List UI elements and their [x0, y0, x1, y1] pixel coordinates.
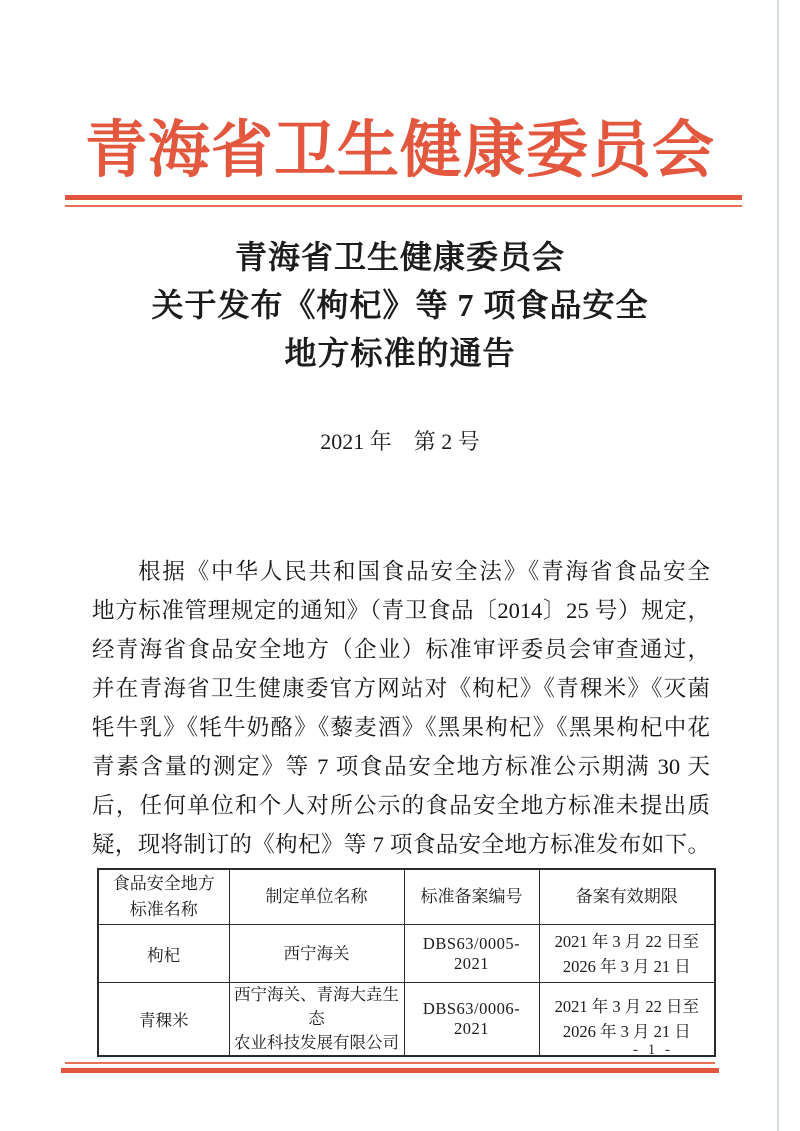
cell-standard-name: 青稞米 [98, 983, 229, 1057]
body-line: 疑，现将制订的《枸杞》等 7 项食品安全地方标准发布如下。 [92, 832, 710, 857]
table-header-row [98, 869, 715, 925]
body-line: 后，任何单位和个人对所公示的食品安全地方标准未提出质 [92, 793, 710, 818]
cell-standard-name: 枸杞 [98, 925, 229, 983]
footer-rule-thin [65, 1062, 715, 1064]
body-line: 青素含量的测定》等 7 项食品安全地方标准公示期满 30 天 [92, 754, 710, 779]
body-line: 根据《中华人民共和国食品安全法》《青海省食品安全 [138, 559, 710, 584]
letterhead-rule-thin [65, 205, 742, 207]
body-line: 牦牛乳》《牦牛奶酪》《藜麦酒》《黑果枸杞》《黑果枸杞中花 [92, 715, 710, 740]
cell-validity-line1: 2021 年 3 月 22 日至 [554, 931, 699, 951]
letterhead-title: 青海省卫生健康委员会 [84, 117, 715, 185]
body-line: 地方标准管理规定的通知》（青卫食品〔2014〕25 号）规定， [92, 598, 710, 623]
body-paragraph [92, 552, 710, 864]
issue-number: 2021 年 第 2 号 [320, 429, 480, 454]
cell-validity-line1: 2021 年 3 月 22 日至 [554, 997, 699, 1016]
letterhead-rule-thick [65, 195, 742, 200]
document-title [0, 233, 800, 377]
cell-record-number: DBS63/0006-2021 [404, 983, 539, 1057]
body-line: 经青海省食品安全地方（企业）标准审评委员会审查通过， [92, 637, 710, 662]
document-title-line-3: 地方标准的通告 [284, 335, 516, 371]
cell-drafting-org [229, 925, 404, 983]
table-header-standard-name-line2: 标准名称 [129, 900, 198, 919]
cell-validity-line2: 2026 年 3 月 21 日 [562, 956, 691, 976]
table-header-standard-name [98, 869, 229, 925]
table-header-validity-period: 备案有效期限 [539, 869, 715, 925]
table-header-standard-name-line1: 食品安全地方 [112, 874, 215, 893]
page-number: - 1 - [633, 1042, 673, 1058]
cell-drafting-org-line1: 西宁海关、青海大垚生态 [234, 985, 399, 1028]
cell-drafting-org [229, 983, 404, 1057]
table-header-record-number: 标准备案编号 [404, 869, 539, 925]
document-title-line-1: 青海省卫生健康委员会 [234, 239, 565, 275]
table-row [98, 925, 715, 983]
cell-drafting-org-line2: 农业科技发展有限公司 [234, 1033, 399, 1052]
cell-validity-period [539, 925, 715, 983]
body-line: 并在青海省卫生健康委官方网站对《枸杞》《青稞米》《灭菌 [92, 676, 710, 701]
footer-rule-thick [61, 1068, 719, 1073]
cell-validity-line2: 2026 年 3 月 21 日 [562, 1022, 691, 1041]
cell-record-number: DBS63/0005-2021 [404, 925, 539, 983]
cell-drafting-org-line1: 西宁海关 [283, 943, 350, 963]
table-header-drafting-org: 制定单位名称 [229, 869, 404, 925]
standards-table [97, 868, 716, 1057]
document-title-line-2: 关于发布《枸杞》等 7 项食品安全 [151, 287, 649, 323]
